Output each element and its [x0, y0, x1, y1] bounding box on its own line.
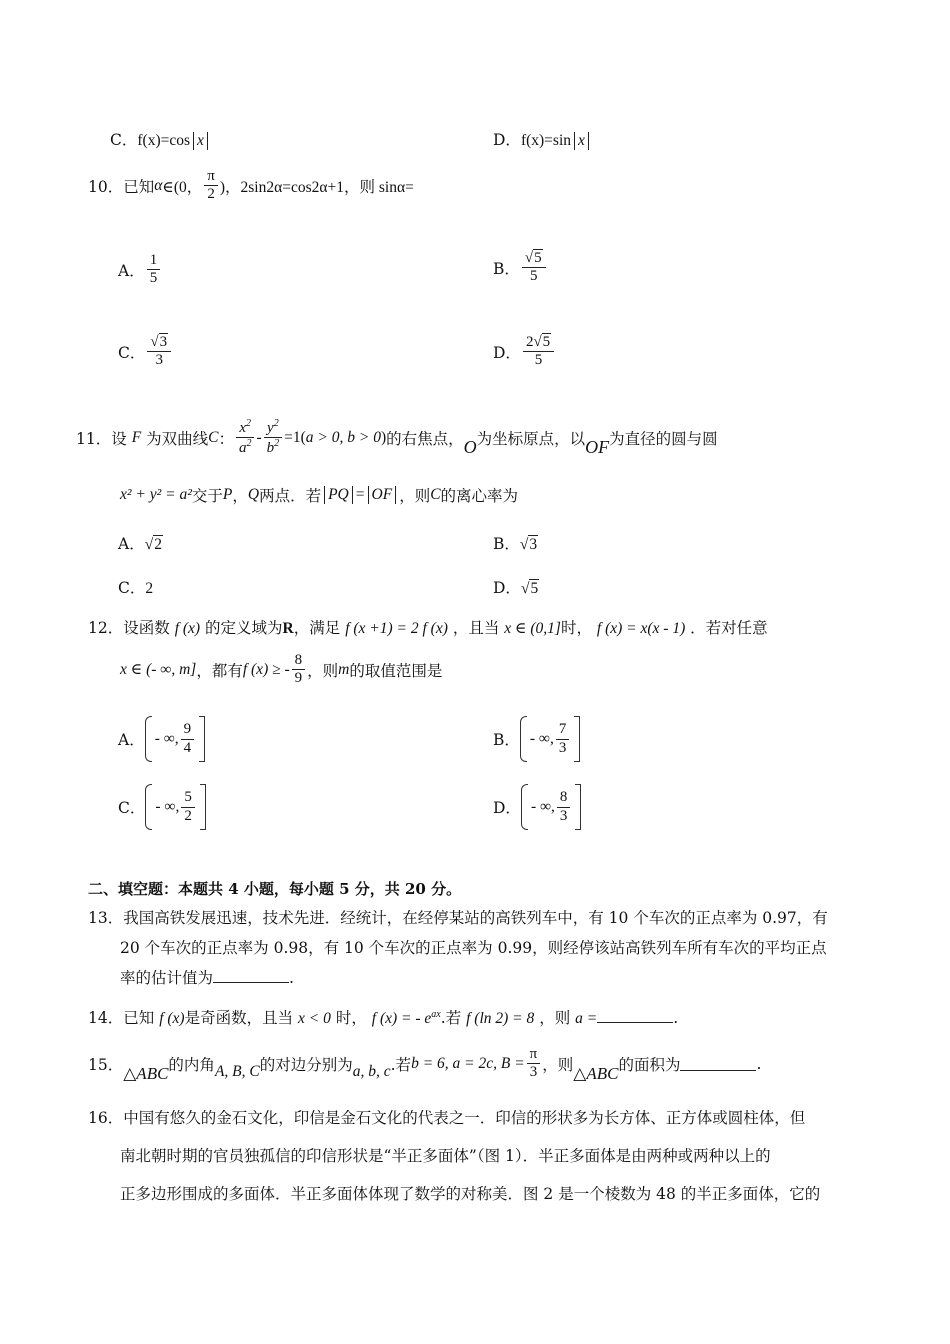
- stem-text: ，则: [399, 487, 431, 505]
- var-C: C: [208, 428, 219, 446]
- option-fraction: $\frac{√3}{3}$: [147, 334, 171, 370]
- option-label: C．: [118, 799, 146, 817]
- option-label: D．: [493, 343, 521, 362]
- functional-relation: f (x +1) = 2 f (x): [345, 620, 448, 637]
- answer-blank[interactable]: [597, 1008, 673, 1023]
- q16-line3: 正多边形围成的多面体．半正多面体体现了数学的对称美．图 2 是一个棱数为 48 的半正多面体，它的: [120, 1185, 821, 1203]
- section-heading: 二、填空题：本题共 4 小题，每小题 5 分，共 20 分。: [88, 880, 462, 898]
- option-label: C．: [110, 131, 138, 149]
- alpha-symbol: α: [154, 176, 163, 194]
- pi-over-2-fraction: $\frac{\pi}{2}$: [204, 168, 218, 204]
- option-label: D．: [493, 799, 521, 817]
- q12-stem: 12．设函数 f (x) 的定义域为R，满足 f (x +1) = 2 f (x) ，且当 x ∈ (0,1]时， f (x) = x(x - 1) ．若对任意: [88, 619, 768, 637]
- q12-stem-line2: x ∈ (- ∞, m] ，都有 f (x) ≥ - $\frac{8}{9}$ ，则 m 的取值范围是: [120, 652, 443, 687]
- condition: a > 0, b > 0: [305, 428, 381, 446]
- stem-text: 交于: [191, 487, 223, 505]
- var-F: F: [131, 428, 142, 446]
- option-label: A．: [118, 535, 145, 553]
- q16-line1: 16．中国有悠久的金石文化，印信是金石文化的代表之一．印信的形状多为长方体、正方体或圆柱体，但: [88, 1109, 806, 1127]
- option-text: f(x)=cos: [137, 132, 191, 149]
- answer-blank[interactable]: [213, 968, 289, 983]
- option-label: C．: [118, 343, 146, 362]
- question-number: 16．: [88, 1109, 124, 1127]
- pi-over-3-fraction: $\frac{\pi}{3}$: [527, 1046, 541, 1082]
- abs-bar: [207, 132, 208, 150]
- q13-line3: 率的估计值为 .: [120, 969, 294, 987]
- stem-text: 为双曲线: [146, 429, 209, 448]
- option-fraction: $\frac{2√5}{5}$: [523, 334, 554, 370]
- q10-option-b: [493, 250, 548, 286]
- stem-text: 为坐标原点，以: [476, 429, 586, 448]
- stem-text: 的右焦点，: [386, 429, 464, 448]
- q11-stem-line2: x² + y² = a² 交于 P ， Q 两点．若 PQ = OF ，则 C 的离心率为: [120, 486, 519, 505]
- abs-bar: [193, 132, 194, 150]
- option-var: x: [197, 132, 204, 149]
- q12-option-b: B． - ∞, $\frac{7}{3}$: [493, 716, 580, 762]
- question-number: 13．: [88, 909, 124, 927]
- q13-line1: 13．我国高铁发展迅速，技术先进．经统计，在经停某站的高铁列车中，有 10 个车次的正点率为 0.97，有: [88, 909, 828, 927]
- option-var: x: [578, 132, 585, 149]
- option-label: D．: [493, 131, 521, 149]
- stem-text: 已知: [123, 177, 155, 196]
- q11-stem: 11． 设 F 为双曲线 C ： $\frac{x^2}{a^2}$ - $\frac{y^2}{b^2}$ =1( a > 0, b > 0 ) 的右焦点， O 为坐标原点，以 OF 为直径的圆与圆: [76, 418, 718, 458]
- stem-text: 的离心率为: [440, 487, 519, 505]
- x2-over-a2: $\frac{x^2}{a^2}$: [236, 418, 255, 458]
- abs-bar: [588, 132, 589, 150]
- stem-text: ∈(0，: [162, 178, 203, 196]
- abs-bar: [574, 132, 575, 150]
- option-label: C．: [118, 579, 146, 597]
- option-fraction: $\frac{√5}{5}$: [522, 250, 546, 286]
- option-text: f(x)=sin: [520, 132, 572, 149]
- var-OF: OF: [371, 486, 393, 503]
- q13-line2: 20 个车次的正点率为 0.98，有 10 个车次的正点率为 0.99，则经停该站高铁列车所有车次的平均正点: [120, 939, 827, 957]
- q11-option-d: D．√5: [493, 579, 539, 597]
- stem-text: 设: [111, 429, 127, 448]
- y2-over-b2: $\frac{y^2}{b^2}$: [264, 418, 283, 458]
- circle-equation: x² + y² = a²: [120, 486, 192, 503]
- q11-option-a: A．√2: [118, 535, 162, 553]
- stem-text: 两点．若: [259, 487, 322, 505]
- q15-stem: 15． △ABC 的内角 A, B, C 的对边分别为 a, b, c .若 b = 6, a = 2c, B = $\frac{\pi}{3}$ ，则 △ABC 的面积为 .: [88, 1046, 762, 1083]
- question-number: 15．: [88, 1055, 124, 1074]
- q12-option-d: D． - ∞, $\frac{8}{3}$: [493, 784, 581, 830]
- q11-option-b: B．√3: [493, 535, 538, 553]
- question-number: 14．: [88, 1009, 124, 1027]
- question-number: 11．: [76, 429, 112, 448]
- option-label: A．: [118, 261, 145, 280]
- stem-text: )，2sin2α=cos2α+1，则 sinα=: [219, 178, 414, 196]
- var-O: O: [463, 437, 477, 458]
- q12-option-a: A． - ∞, $\frac{9}{4}$: [118, 716, 205, 762]
- ineq-fraction: $\frac{8}{9}$: [292, 652, 306, 688]
- option-label: D．: [493, 579, 521, 597]
- q11-option-c: C．2: [118, 579, 154, 597]
- option-label: A．: [118, 731, 145, 749]
- var-OF: OF: [585, 437, 610, 458]
- q9-option-c: [110, 128, 211, 150]
- option-label: B．: [493, 259, 520, 278]
- q10-option-d: [493, 334, 556, 370]
- question-number: 12．: [88, 619, 124, 637]
- q12-option-c: C． - ∞, $\frac{5}{2}$: [118, 784, 206, 830]
- stem-text: 为直径的圆与圆: [609, 429, 718, 448]
- q16-line2: 南北朝时期的官员独孤信的印信形状是“半正多面体”（图 1）．半正多面体是由两种或两种以上的: [120, 1147, 771, 1165]
- q10-option-a: [118, 252, 162, 288]
- option-label: B．: [493, 535, 520, 553]
- q10-option-c: [118, 334, 173, 370]
- question-number: 10．: [88, 177, 124, 196]
- answer-blank[interactable]: [680, 1056, 756, 1071]
- q14-stem: 14．已知 f (x)是奇函数，且当 x < 0 时， f (x) = - $e^{ax}$.若 f (ln 2) = 8 ，则 a = .: [88, 1008, 679, 1027]
- q10-stem: [88, 168, 414, 204]
- option-fraction: $\frac{1}{5}$: [147, 252, 161, 288]
- q9-option-d: [493, 128, 592, 150]
- option-label: B．: [493, 731, 520, 749]
- var-PQ: PQ: [328, 486, 349, 503]
